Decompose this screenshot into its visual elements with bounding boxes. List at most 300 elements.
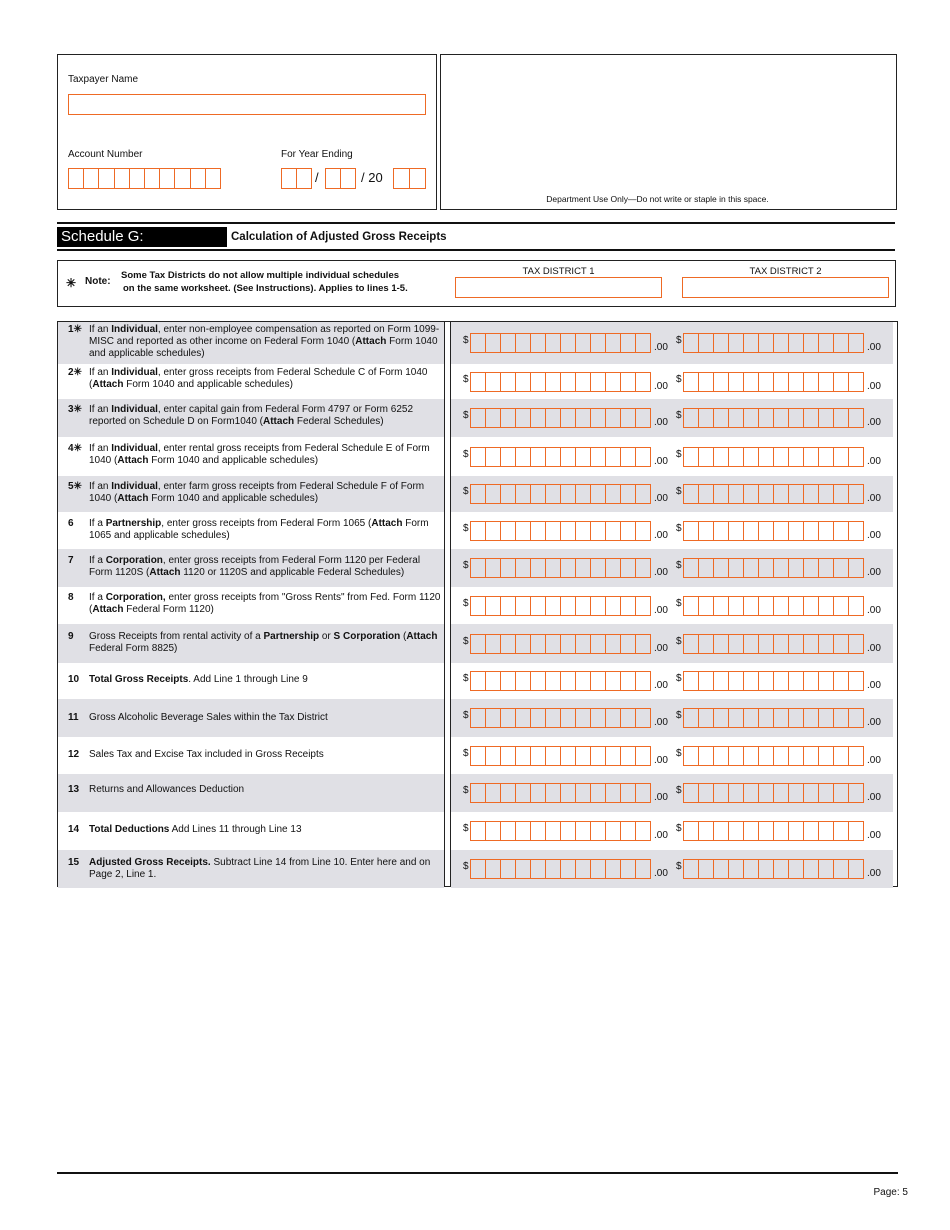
digit-cell — [531, 747, 546, 765]
dollar-sign: $ — [676, 673, 682, 684]
digit-cell — [516, 448, 531, 466]
district-1-amount-input[interactable] — [470, 783, 651, 803]
district-2-amount-input[interactable] — [683, 783, 864, 803]
digit-cell — [684, 522, 699, 540]
digit-cell — [486, 485, 501, 503]
dollar-sign: $ — [463, 636, 469, 647]
digit-cell — [546, 860, 561, 878]
digit-cell — [684, 822, 699, 840]
digit-cell — [774, 822, 789, 840]
digit-cell — [744, 334, 759, 352]
digit-cell — [606, 597, 621, 615]
description-fragment: If an — [89, 481, 112, 492]
digit-cell — [636, 485, 650, 503]
digit-cell — [546, 448, 561, 466]
district-1-amount-input[interactable] — [470, 821, 651, 841]
district-1-amount-input[interactable] — [470, 634, 651, 654]
district-2-amount-input[interactable] — [683, 333, 864, 353]
digit-cell — [516, 373, 531, 391]
dollar-sign: $ — [676, 823, 682, 834]
digit-cell — [576, 860, 591, 878]
digit-cell — [516, 635, 531, 653]
digit-cell — [486, 373, 501, 391]
district-1-amount-input[interactable] — [470, 408, 651, 428]
digit-cell — [819, 485, 834, 503]
digit-cell — [849, 709, 863, 727]
digit-cell — [789, 559, 804, 577]
line-number: 5✳ — [68, 481, 82, 492]
digit-cell — [486, 635, 501, 653]
digit-cell — [606, 334, 621, 352]
digit-cell — [501, 559, 516, 577]
cents-label: .00 — [654, 755, 668, 766]
taxpayer-name-input[interactable] — [68, 94, 426, 115]
digit-cell — [531, 522, 546, 540]
digit-cell — [636, 709, 650, 727]
digit-cell — [699, 784, 714, 802]
digit-cell — [714, 373, 729, 391]
digit-cell — [591, 822, 606, 840]
digit-cell — [699, 597, 714, 615]
digit-cell — [621, 373, 636, 391]
note-line-2: on the same worksheet. (See Instructions). Applies to lines 1-5. — [123, 283, 408, 294]
district-1-amount-input[interactable] — [470, 521, 651, 541]
digit-cell — [804, 373, 819, 391]
digit-cell — [729, 409, 744, 427]
digit-cell — [849, 784, 863, 802]
top-rule — [57, 222, 895, 224]
district-2-amount-input[interactable] — [683, 859, 864, 879]
line-description — [89, 674, 444, 686]
digit-cell — [591, 860, 606, 878]
digit-cell — [714, 334, 729, 352]
digit-cell — [849, 597, 863, 615]
account-number-input[interactable] — [68, 168, 221, 189]
district-1-amount-input[interactable] — [470, 596, 651, 616]
district-2-amount-input[interactable] — [683, 558, 864, 578]
digit-cell — [804, 672, 819, 690]
digit-cell — [729, 860, 744, 878]
digit-cell — [759, 747, 774, 765]
year-ending-year-input[interactable] — [393, 168, 426, 189]
digit-cell — [759, 559, 774, 577]
digit-cell — [684, 860, 699, 878]
description-fragment: Form 1040 and applicable schedules) — [89, 336, 438, 359]
district-1-amount-input[interactable] — [470, 333, 651, 353]
digit-cell — [729, 485, 744, 503]
digit-cell — [849, 822, 863, 840]
digit-cell — [819, 672, 834, 690]
digit-cell — [591, 784, 606, 802]
district-1-amount-input[interactable] — [470, 372, 651, 392]
digit-cell — [849, 522, 863, 540]
digit-cell — [486, 747, 501, 765]
description-fragment: , enter farm gross receipts from Federal Schedule F of Form 1040 ( — [89, 481, 425, 504]
line-number: 4✳ — [68, 443, 82, 454]
digit-cell — [789, 635, 804, 653]
description-fragment: Attach — [117, 493, 149, 504]
district-1-amount-input[interactable] — [470, 859, 651, 879]
digit-cell — [501, 334, 516, 352]
digit-cell — [804, 822, 819, 840]
description-fragment: Federal Schedules) — [294, 416, 384, 427]
digit-cell — [531, 334, 546, 352]
digit-cell — [561, 635, 576, 653]
digit-cell — [531, 672, 546, 690]
digit-cell — [834, 373, 849, 391]
digit-cell — [759, 635, 774, 653]
district-1-amount-input[interactable] — [470, 484, 651, 504]
digit-cell — [591, 334, 606, 352]
digit-cell — [834, 597, 849, 615]
digit-cell — [471, 485, 486, 503]
digit-cell — [699, 559, 714, 577]
digit-cell — [759, 409, 774, 427]
digit-cell — [834, 635, 849, 653]
digit-cell — [576, 334, 591, 352]
line-description — [89, 712, 444, 724]
digit-cell — [759, 373, 774, 391]
description-fragment: Partnership — [263, 631, 320, 642]
digit-cell — [576, 635, 591, 653]
cents-label: .00 — [867, 643, 881, 654]
digit-cell — [729, 522, 744, 540]
schedule-title: Calculation of Adjusted Gross Receipts — [231, 231, 447, 243]
digit-cell — [471, 409, 486, 427]
district-1-amount-input[interactable] — [470, 447, 651, 467]
digit-cell — [561, 822, 576, 840]
description-fragment: Attach — [117, 455, 149, 466]
line-description — [89, 824, 444, 836]
digit-cell — [501, 860, 516, 878]
description-fragment: Sales Tax and Excise Tax included in Gross Receipts — [89, 749, 324, 760]
digit-cell — [684, 559, 699, 577]
district-1-amount-input[interactable] — [470, 671, 651, 691]
line-description — [89, 324, 444, 360]
dollar-sign: $ — [676, 785, 682, 796]
dollar-sign: $ — [676, 636, 682, 647]
digit-cell — [606, 860, 621, 878]
digit-cell — [789, 672, 804, 690]
digit-cell — [486, 334, 501, 352]
digit-cell — [546, 822, 561, 840]
digit-cell — [471, 709, 486, 727]
table-row — [58, 476, 897, 512]
district-2-amount-input[interactable] — [683, 821, 864, 841]
digit-cell — [849, 334, 863, 352]
digit-cell — [621, 784, 636, 802]
digit-cell — [729, 597, 744, 615]
digit-cell — [621, 822, 636, 840]
dollar-sign: $ — [463, 374, 469, 385]
dollar-sign: $ — [463, 598, 469, 609]
digit-cell — [819, 747, 834, 765]
digit-cell — [636, 860, 650, 878]
district-2-amount-input[interactable] — [683, 708, 864, 728]
digit-cell — [531, 784, 546, 802]
digit-cell — [789, 485, 804, 503]
digit-cell — [516, 409, 531, 427]
digit-cell — [561, 485, 576, 503]
digit-cell — [636, 597, 650, 615]
cents-label: .00 — [867, 717, 881, 728]
digit-cell — [819, 822, 834, 840]
digit-cell — [576, 822, 591, 840]
table-row — [58, 549, 897, 587]
digit-cell — [849, 559, 863, 577]
digit-cell — [501, 522, 516, 540]
district-2-amount-input[interactable] — [683, 484, 864, 504]
digit-cell — [636, 635, 650, 653]
digit-cell — [834, 747, 849, 765]
digit-cell — [486, 822, 501, 840]
digit-cell — [516, 709, 531, 727]
cents-label: .00 — [654, 567, 668, 578]
district-2-amount-input[interactable] — [683, 671, 864, 691]
digit-cell — [789, 860, 804, 878]
digit-cell — [501, 635, 516, 653]
digit-cell — [591, 485, 606, 503]
digit-cell — [834, 559, 849, 577]
district-1-input[interactable] — [455, 277, 662, 298]
digit-cell — [774, 373, 789, 391]
digit-cell — [576, 522, 591, 540]
schedule-label: Schedule G: — [57, 227, 227, 247]
cents-label: .00 — [867, 605, 881, 616]
description-fragment: Attach — [371, 518, 403, 529]
page-number: Page: 5 — [873, 1187, 908, 1198]
year-ending-month-input[interactable] — [281, 168, 312, 189]
digit-cell — [849, 373, 863, 391]
digit-cell — [471, 672, 486, 690]
digit-cell — [471, 373, 486, 391]
digit-cell — [729, 672, 744, 690]
digit-cell — [486, 860, 501, 878]
digit-cell — [774, 597, 789, 615]
description-fragment: , enter capital gain from Federal Form 4797 or Form 6252 reported on Schedule D on Form1040 ( — [89, 404, 414, 427]
table-row — [58, 587, 897, 624]
digit-cell — [471, 822, 486, 840]
description-fragment: If a — [89, 555, 106, 566]
digit-cell — [606, 448, 621, 466]
digit-cell — [849, 409, 863, 427]
digit-cell — [699, 635, 714, 653]
dollar-sign: $ — [676, 861, 682, 872]
digit-cell — [849, 635, 863, 653]
digit-cell — [471, 860, 486, 878]
year-prefix: / 20 — [361, 170, 383, 185]
digit-cell — [714, 709, 729, 727]
line-description — [89, 555, 444, 579]
line-number: 7 — [68, 555, 74, 566]
digit-cell — [501, 747, 516, 765]
dollar-sign: $ — [676, 523, 682, 534]
digit-cell — [819, 860, 834, 878]
description-fragment: Individual — [111, 443, 158, 454]
digit-cell — [819, 522, 834, 540]
digit-cell — [789, 747, 804, 765]
digit-cell — [561, 448, 576, 466]
digit-cell — [804, 522, 819, 540]
digit-cell — [636, 448, 650, 466]
line-number: 1✳ — [68, 324, 82, 335]
table-row — [58, 399, 897, 437]
digit-cell — [621, 747, 636, 765]
digit-cell — [501, 409, 516, 427]
digit-cell — [684, 409, 699, 427]
digit-cell — [684, 373, 699, 391]
digit-cell — [471, 597, 486, 615]
cents-label: .00 — [654, 680, 668, 691]
digit-cell — [729, 784, 744, 802]
digit-cell — [516, 485, 531, 503]
description-fragment: Attach — [92, 379, 124, 390]
cents-label: .00 — [867, 530, 881, 541]
digit-cell — [834, 822, 849, 840]
dollar-sign: $ — [676, 335, 682, 346]
digit-cell — [684, 635, 699, 653]
line-description — [89, 857, 444, 881]
digit-cell — [849, 860, 863, 878]
line-number: 14 — [68, 824, 80, 835]
description-fragment: , enter gross receipts from Federal Form 1065 ( — [161, 518, 372, 529]
digit-cell — [531, 373, 546, 391]
digit-cell — [729, 709, 744, 727]
description-fragment: Attach — [406, 631, 438, 642]
digit-cell — [561, 784, 576, 802]
digit-cell — [531, 409, 546, 427]
digit-cell — [621, 672, 636, 690]
digit-cell — [714, 860, 729, 878]
year-ending-day-input[interactable] — [325, 168, 356, 189]
digit-cell — [621, 334, 636, 352]
digit-cell — [729, 559, 744, 577]
district-2-amount-input[interactable] — [683, 746, 864, 766]
line-number: 2✳ — [68, 367, 82, 378]
table-row — [58, 812, 897, 850]
footer-rule — [57, 1172, 898, 1174]
digit-cell — [714, 635, 729, 653]
description-fragment: Individual — [111, 481, 158, 492]
digit-cell — [501, 597, 516, 615]
digit-cell — [501, 485, 516, 503]
dollar-sign: $ — [463, 823, 469, 834]
digit-cell — [774, 784, 789, 802]
district-2-input[interactable] — [682, 277, 889, 298]
district-2-amount-input[interactable] — [683, 596, 864, 616]
dollar-sign: $ — [676, 410, 682, 421]
table-row — [58, 364, 897, 399]
digit-cell — [606, 485, 621, 503]
digit-cell — [576, 747, 591, 765]
digit-cell — [699, 409, 714, 427]
digit-cell — [744, 784, 759, 802]
dollar-sign: $ — [463, 449, 469, 460]
line-number: 10 — [68, 674, 80, 685]
digit-cell — [834, 709, 849, 727]
digit-cell — [804, 409, 819, 427]
digit-cell — [744, 860, 759, 878]
digit-cell — [486, 709, 501, 727]
description-fragment: Individual — [111, 404, 158, 415]
date-separator: / — [315, 170, 319, 185]
dollar-sign: $ — [463, 785, 469, 796]
digit-cell — [744, 485, 759, 503]
digit-cell — [819, 448, 834, 466]
cents-label: .00 — [867, 680, 881, 691]
digit-cell — [471, 747, 486, 765]
description-fragment: If an — [89, 443, 112, 454]
district-2-amount-input[interactable] — [683, 372, 864, 392]
district-1-amount-input[interactable] — [470, 708, 651, 728]
digit-cell — [714, 672, 729, 690]
description-fragment: Attach — [149, 567, 181, 578]
digit-cell — [744, 672, 759, 690]
description-fragment: If an — [89, 404, 112, 415]
digit-cell — [516, 672, 531, 690]
description-fragment: , enter gross receipts from Federal Form 1120 per Federal Form 1120S ( — [89, 555, 421, 578]
digit-cell — [849, 448, 863, 466]
description-fragment: Total Gross Receipts — [89, 674, 189, 685]
district-2-amount-input[interactable] — [683, 634, 864, 654]
digit-cell — [714, 559, 729, 577]
digit-cell — [789, 709, 804, 727]
description-fragment: 1120 or 1120S and applicable Federal Schedules) — [180, 567, 405, 578]
digit-cell — [759, 709, 774, 727]
district-2-amount-input[interactable] — [683, 408, 864, 428]
description-fragment: If a — [89, 518, 106, 529]
digit-cell — [636, 559, 650, 577]
description-fragment: Gross Receipts from rental activity of a — [89, 631, 264, 642]
digit-cell — [591, 635, 606, 653]
digit-cell — [759, 522, 774, 540]
digit-cell — [501, 672, 516, 690]
description-fragment: , enter non-employee compensation as reported on Form 1099-MISC and reported as other income on Federal Form 1040 ( — [89, 324, 440, 347]
description-fragment: If a — [89, 592, 106, 603]
digit-cell — [819, 784, 834, 802]
digit-cell — [699, 373, 714, 391]
digit-cell — [576, 709, 591, 727]
digit-cell — [561, 672, 576, 690]
digit-cell — [729, 373, 744, 391]
cents-label: .00 — [654, 605, 668, 616]
cents-label: .00 — [867, 567, 881, 578]
digit-cell — [744, 373, 759, 391]
digit-cell — [561, 597, 576, 615]
district-2-amount-input[interactable] — [683, 447, 864, 467]
digit-cell — [561, 747, 576, 765]
digit-cell — [804, 485, 819, 503]
district-1-amount-input[interactable] — [470, 746, 651, 766]
taxpayer-name-label: Taxpayer Name — [68, 74, 139, 85]
dollar-sign: $ — [463, 861, 469, 872]
line-description — [89, 749, 444, 761]
district-2-heading: TAX DISTRICT 2 — [749, 266, 822, 277]
digit-cell — [516, 597, 531, 615]
digit-cell — [744, 559, 759, 577]
digit-cell — [501, 822, 516, 840]
district-1-amount-input[interactable] — [470, 558, 651, 578]
digit-cell — [606, 373, 621, 391]
description-fragment: Total Deductions — [89, 824, 170, 835]
cents-label: .00 — [654, 830, 668, 841]
digit-cell — [561, 409, 576, 427]
digit-cell — [834, 448, 849, 466]
digit-cell — [804, 448, 819, 466]
cents-label: .00 — [867, 493, 881, 504]
description-fragment: Returns and Allowances Deduction — [89, 784, 245, 795]
district-2-amount-input[interactable] — [683, 521, 864, 541]
